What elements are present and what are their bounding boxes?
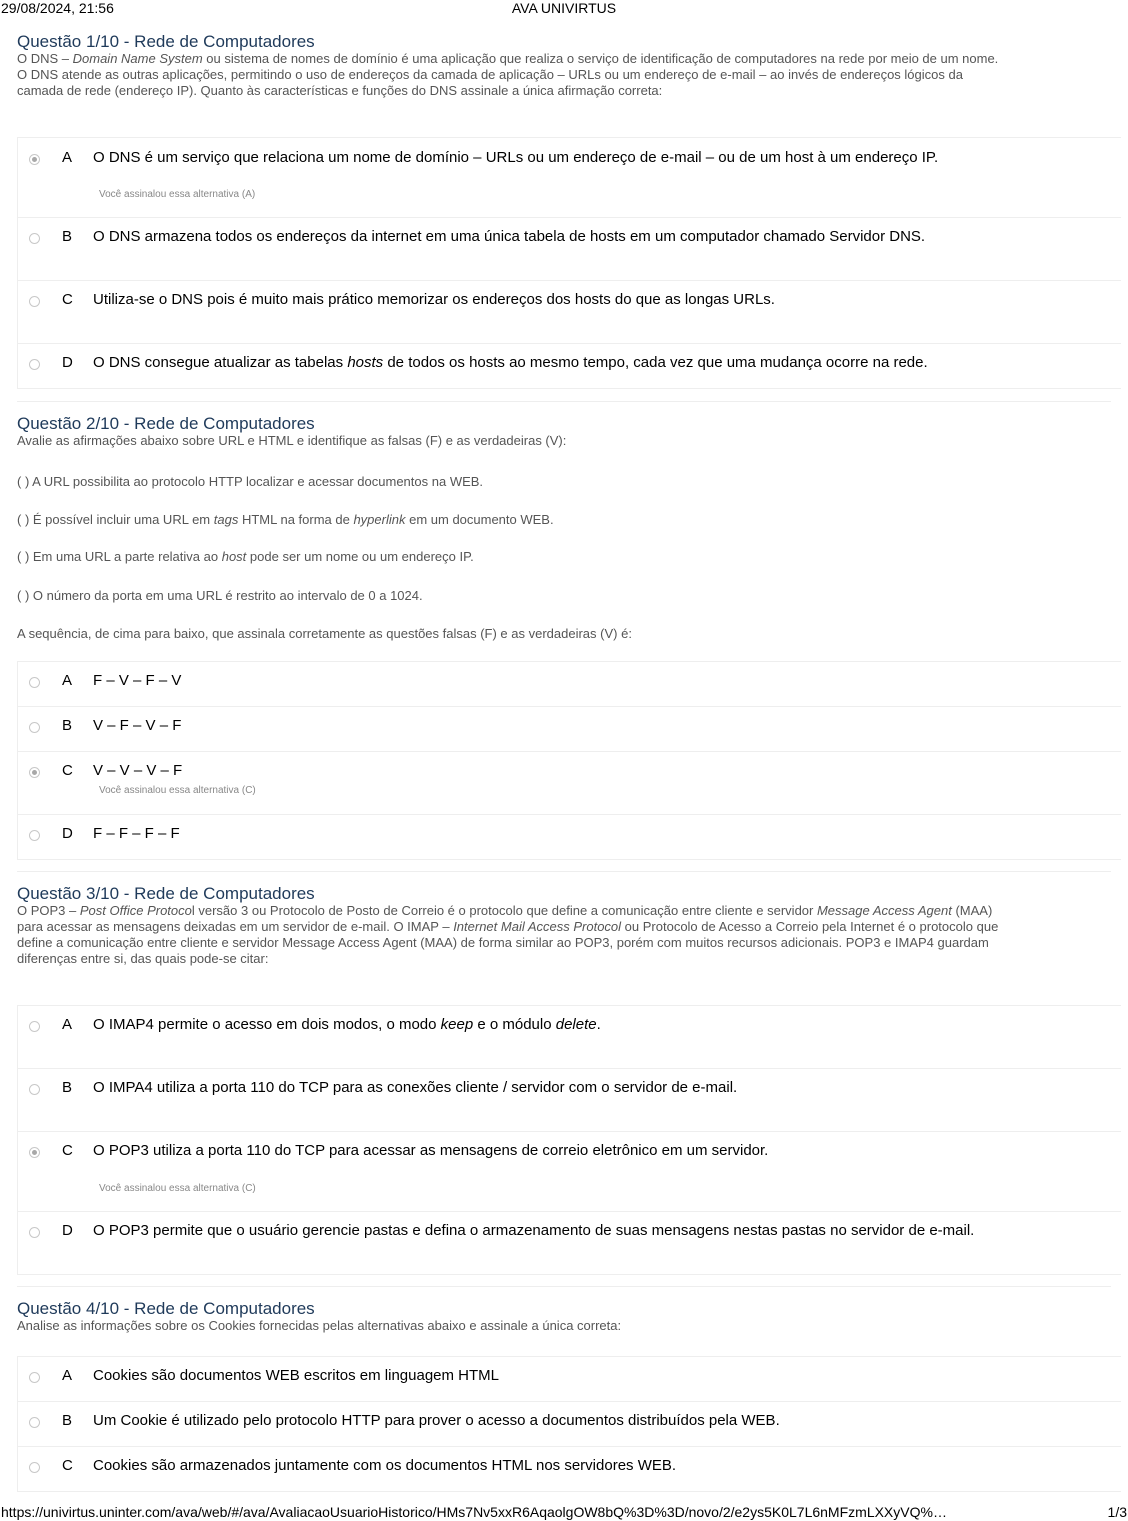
option-text: Um Cookie é utilizado pelo protocolo HTTP para prover o acesso a documentos distribuídos pela WEB. (93, 1412, 780, 1429)
option-letter: C (62, 1142, 73, 1159)
question-title: Questão 2/10 - Rede de Computadores (17, 414, 315, 433)
option-a[interactable] (18, 662, 1121, 707)
question-prompt: A sequência, de cima para baixo, que assinala corretamente as questões falsas (F) e as verdadeiras (V) é: (17, 626, 632, 641)
option-letter: D (62, 354, 73, 371)
radio-button[interactable] (29, 1417, 40, 1428)
divider (17, 401, 1111, 402)
option-letter: C (62, 291, 73, 308)
radio-button[interactable] (29, 296, 40, 307)
print-site-title: AVA UNIVIRTUS (511, 0, 617, 16)
radio-button[interactable] (29, 1084, 40, 1095)
statement: ( ) Em uma URL a parte relativa ao host pode ser um nome ou um endereço IP. (17, 549, 474, 564)
option-d[interactable] (18, 344, 1121, 388)
question-2 (17, 414, 1113, 842)
radio-button[interactable] (29, 1021, 40, 1032)
statement: ( ) O número da porta em uma URL é restrito ao intervalo de 0 a 1024. (17, 588, 423, 603)
option-letter: A (62, 149, 73, 166)
radio-button[interactable] (29, 1147, 40, 1158)
option-text: Utiliza-se o DNS pois é muito mais prático memorizar os endereços dos hosts do que as longas URLs. (93, 291, 775, 308)
option-b[interactable] (18, 707, 1121, 752)
option-b[interactable] (18, 1402, 1121, 1447)
option-letter: C (62, 762, 73, 779)
options-list (17, 661, 1121, 860)
option-a[interactable] (18, 1357, 1121, 1402)
question-text: O DNS – Domain Name System ou sistema de nomes de domínio é uma aplicação que realiza o serviço de identificação de computadores na rede por meio de um nome. O DNS atende as outras aplicações, permitindo o uso de endereços da camada de aplicação – URLs ou um endereço de e-mail – ao invés de endereços lógicos da camada de rede (endereço IP). Quanto às características e funções do DNS assinale a única afirmação correta: (17, 51, 999, 98)
radio-button[interactable] (29, 830, 40, 841)
option-text: O POP3 utiliza a porta 110 do TCP para acessar as mensagens de correio eletrônico em um servidor. (93, 1142, 769, 1159)
options-list (17, 1356, 1121, 1492)
radio-button[interactable] (29, 677, 40, 688)
option-c[interactable] (18, 1132, 1121, 1212)
radio-button[interactable] (29, 767, 40, 778)
option-text: Cookies são documentos WEB escritos em linguagem HTML (93, 1367, 499, 1384)
option-letter: B (62, 1079, 73, 1096)
option-text: O IMPA4 utiliza a porta 110 do TCP para as conexões cliente / servidor com o servidor de e-mail. (93, 1079, 738, 1096)
option-text: F – F – F – F (93, 825, 180, 842)
print-header (0, 0, 1128, 16)
question-text: O POP3 – Post Office Protocol versão 3 ou Protocolo de Posto de Correio é o protocolo que define a comunicação entre cliente e servidor Message Access Agent (MAA) para acessar as mensagens deixadas em um servidor de e-mail. O IMAP – Internet Mail Access Protocol ou Protocolo de Acesso a Correio pela Internet é o protocolo que define a comunicação entre cliente e servidor Message Access Agent (MAA) de forma similar ao POP3, porém com muitos recursos adicionais. POP3 e IMAP4 guardam diferenças entre si, das quais pode-se citar: (17, 903, 999, 966)
option-letter: A (62, 1367, 73, 1384)
question-title: Questão 4/10 - Rede de Computadores (17, 1299, 315, 1318)
option-letter: B (62, 228, 73, 245)
option-letter: A (62, 672, 73, 689)
radio-button[interactable] (29, 1462, 40, 1473)
option-d[interactable] (18, 815, 1121, 859)
question-4 (17, 1299, 1113, 1474)
option-text: O DNS armazena todos os endereços da internet em uma única tabela de hosts em um computador chamado Servidor DNS. (93, 228, 926, 245)
divider (17, 1286, 1111, 1287)
page-number: 1/3 (1107, 1504, 1127, 1520)
option-letter: D (62, 1222, 73, 1239)
question-title: Questão 1/10 - Rede de Computadores (17, 32, 315, 51)
option-text: O DNS é um serviço que relaciona um nome de domínio – URLs ou um endereço de e-mail – ou de um host à um endereço IP. (93, 149, 939, 166)
option-a[interactable] (18, 1006, 1121, 1069)
question-1 (17, 32, 1113, 371)
question-3 (17, 884, 1113, 1239)
radio-button[interactable] (29, 722, 40, 733)
option-c[interactable] (18, 752, 1121, 815)
divider (17, 871, 1111, 872)
question-intro: Avalie as afirmações abaixo sobre URL e HTML e identifique as falsas (F) e as verdadeiras (V): (17, 433, 567, 448)
question-title: Questão 3/10 - Rede de Computadores (17, 884, 315, 903)
option-text: O POP3 permite que o usuário gerencie pastas e defina o armazenamento de suas mensagens nestas pastas no servidor de e-mail. (93, 1222, 975, 1239)
option-b[interactable] (18, 218, 1121, 281)
print-footer (0, 1503, 1128, 1521)
selected-note: Você assinalou essa alternativa (C) (99, 785, 256, 796)
option-text: O DNS consegue atualizar as tabelas hosts de todos os hosts ao mesmo tempo, cada vez que uma mudança ocorre na rede. (93, 354, 928, 371)
option-text: F – V – F – V (93, 672, 182, 689)
statement: ( ) A URL possibilita ao protocolo HTTP localizar e acessar documentos na WEB. (17, 474, 484, 489)
option-c[interactable] (18, 281, 1121, 344)
radio-button[interactable] (29, 154, 40, 165)
selected-note: Você assinalou essa alternativa (A) (99, 189, 256, 200)
option-letter: B (62, 717, 73, 734)
option-letter: D (62, 825, 73, 842)
options-list (17, 137, 1121, 389)
option-letter: A (62, 1016, 73, 1033)
option-text: O IMAP4 permite o acesso em dois modos, o modo keep e o módulo delete. (93, 1016, 601, 1033)
statement: ( ) É possível incluir uma URL em tags HTML na forma de hyperlink em um documento WEB. (17, 512, 554, 527)
radio-button[interactable] (29, 359, 40, 370)
option-a[interactable] (18, 138, 1121, 218)
radio-button[interactable] (29, 1372, 40, 1383)
print-datetime: 29/08/2024, 21:56 (1, 0, 114, 16)
option-d[interactable] (18, 1212, 1121, 1274)
option-c[interactable] (18, 1447, 1121, 1491)
option-letter: B (62, 1412, 73, 1429)
question-intro: Analise as informações sobre os Cookies fornecidas pelas alternativas abaixo e assinale a única correta: (17, 1318, 622, 1333)
option-text: V – V – V – F (93, 762, 183, 779)
radio-button[interactable] (29, 233, 40, 244)
radio-button[interactable] (29, 1227, 40, 1238)
option-text: Cookies são armazenados juntamente com os documentos HTML nos servidores WEB. (93, 1457, 677, 1474)
option-b[interactable] (18, 1069, 1121, 1132)
option-letter: C (62, 1457, 73, 1474)
page-url: https://univirtus.uninter.com/ava/web/#/ava/AvaliacaoUsuarioHistorico/HMs7Nv5xxR6AqaolgOW8bQ%3D%3D/novo/2/e2ys5K0L7L6nMFzmLXXyVQ%… (1, 1504, 947, 1520)
option-text: V – F – V – F (93, 717, 182, 734)
selected-note: Você assinalou essa alternativa (C) (99, 1183, 256, 1194)
options-list (17, 1005, 1121, 1275)
